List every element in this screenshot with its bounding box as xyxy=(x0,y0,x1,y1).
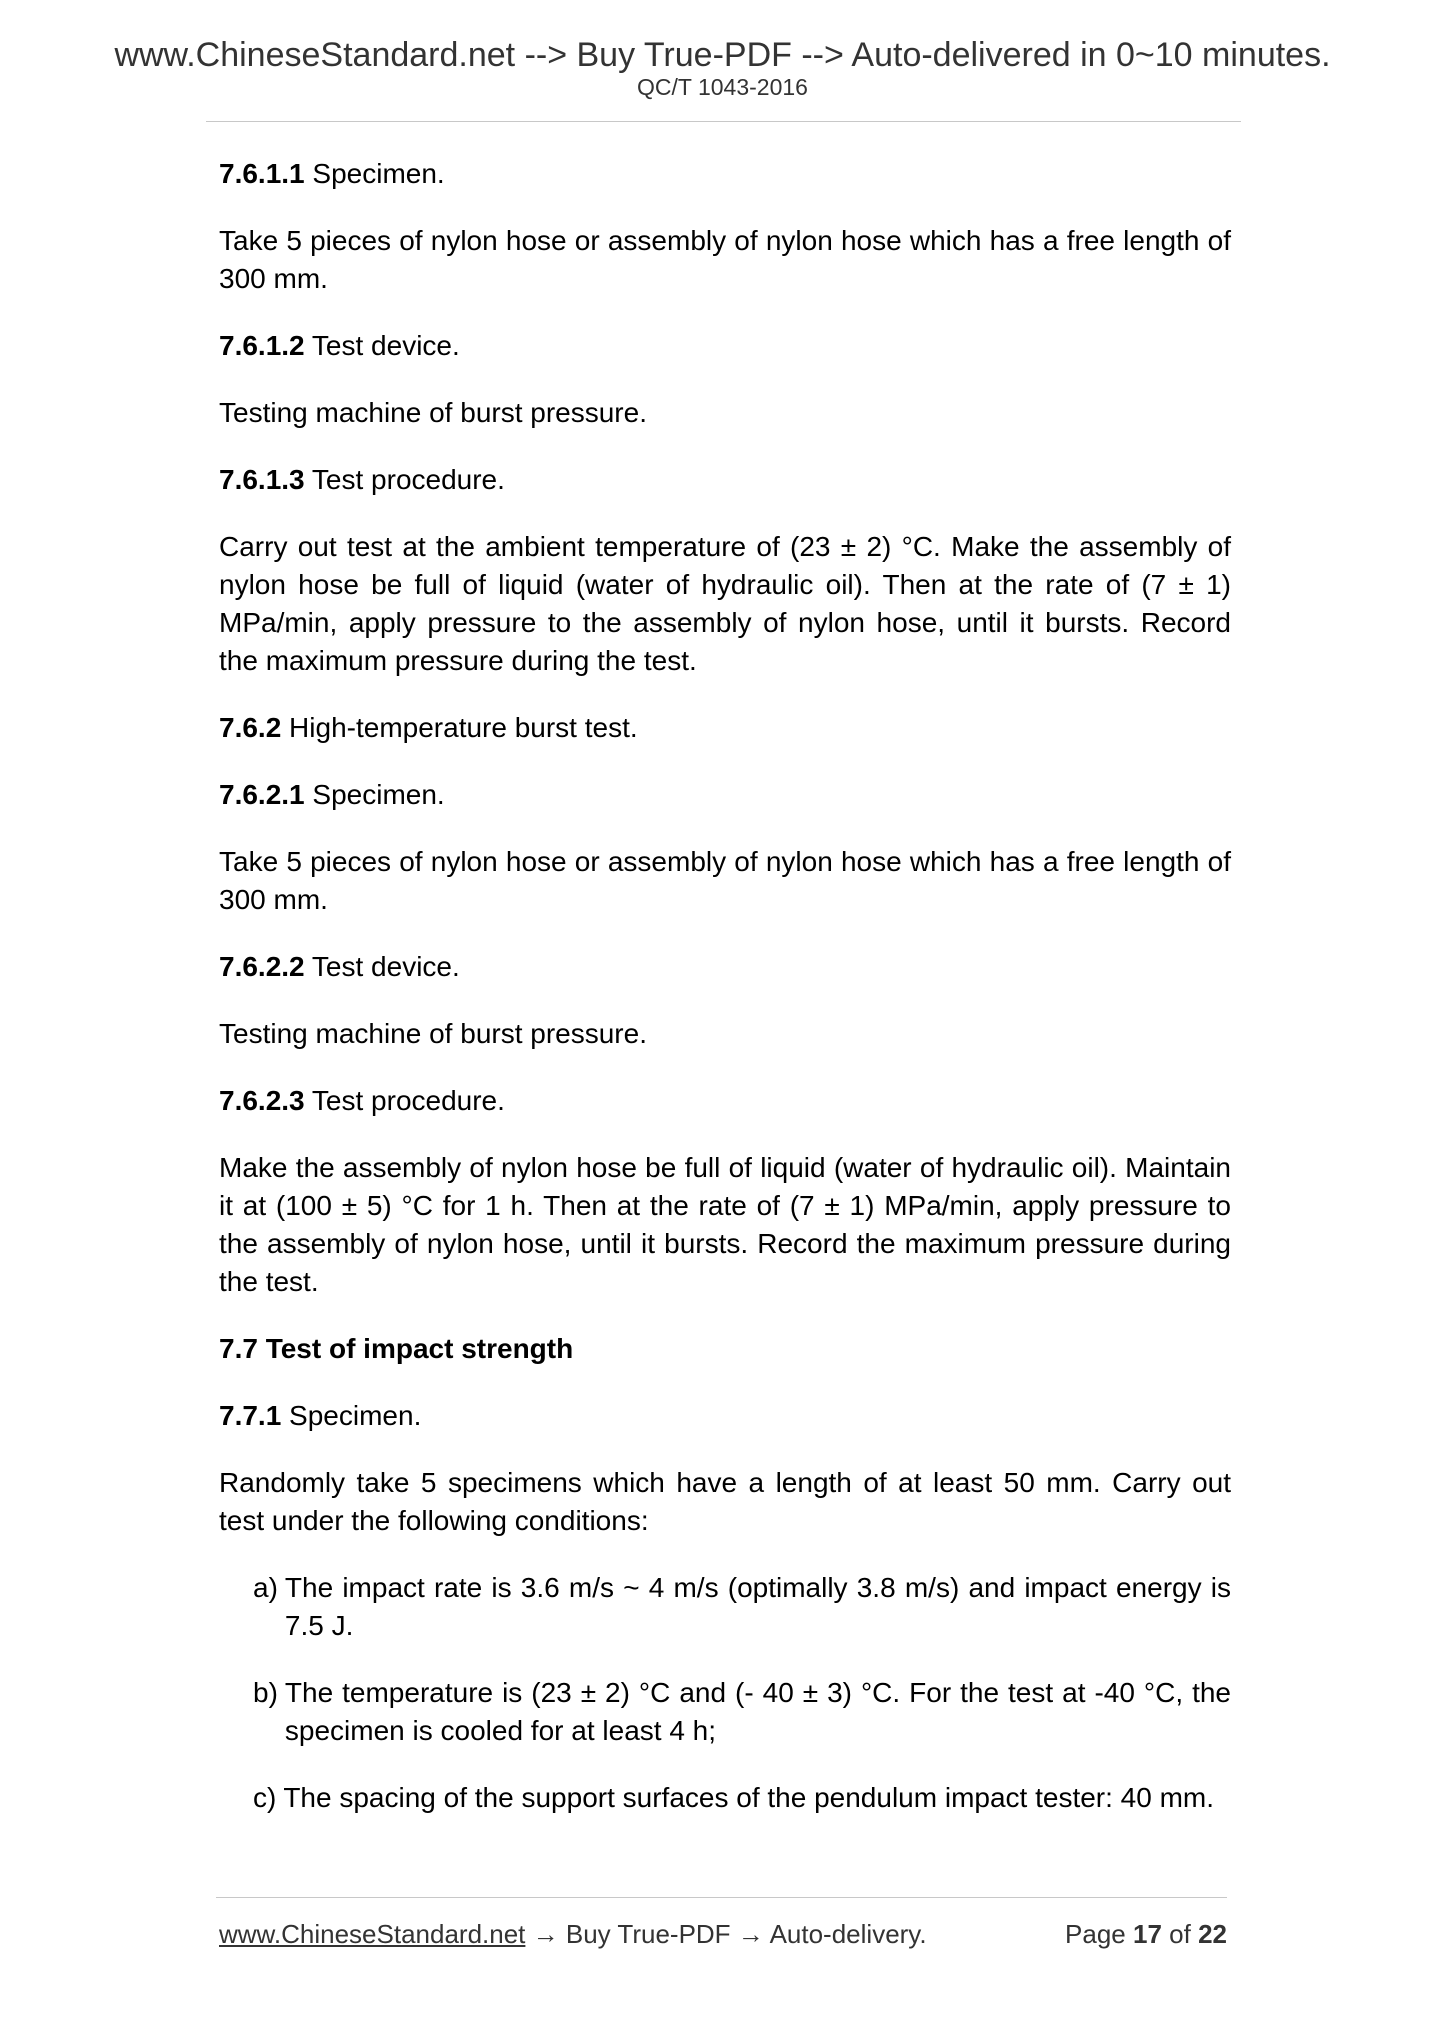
header-divider xyxy=(206,121,1241,122)
section-number: 7.6.1.2 xyxy=(219,330,305,361)
heading-7-6-2-1 xyxy=(219,776,1231,814)
section-title: 7.7 Test of impact strength xyxy=(219,1333,574,1364)
paragraph: Take 5 pieces of nylon hose or assembly of nylon hose which has a free length of 300 mm. xyxy=(219,846,1231,915)
heading-text: Test procedure. xyxy=(304,1085,505,1116)
footer-tail: → Buy True-PDF → Auto-delivery. xyxy=(525,1919,927,1949)
heading-7-7-1 xyxy=(219,1397,1231,1435)
heading-text: Test device. xyxy=(304,330,460,361)
heading-7-6-1-3 xyxy=(219,461,1231,499)
standard-code: QC/T 1043-2016 xyxy=(637,74,808,100)
list-text: The impact rate is 3.6 m/s ~ 4 m/s (optimally 3.8 m/s) and impact energy is 7.5 J. xyxy=(284,1572,1231,1641)
list-item xyxy=(253,1779,1231,1817)
footer-left xyxy=(219,1919,927,1950)
list-text: The temperature is (23 ± 2) °C and (- 40 ± 3) °C. For the test at -40 °C, the specimen is cooled for at least 4 h; xyxy=(284,1677,1231,1746)
list-item xyxy=(253,1674,1231,1750)
footer-divider xyxy=(216,1897,1227,1898)
list-label: c) xyxy=(253,1782,277,1813)
paragraph: Randomly take 5 specimens which have a length of at least 50 mm. Carry out test under the following conditions: xyxy=(219,1467,1231,1536)
document-body xyxy=(219,155,1231,1846)
paragraph: Testing machine of burst pressure. xyxy=(219,1018,647,1049)
heading-text: Specimen. xyxy=(304,158,445,189)
page-indicator xyxy=(1065,1919,1227,1950)
page-word: Page xyxy=(1065,1919,1126,1949)
paragraph: Testing machine of burst pressure. xyxy=(219,397,647,428)
heading-7-7 xyxy=(219,1330,1231,1368)
paragraph: Take 5 pieces of nylon hose or assembly of nylon hose which has a free length of 300 mm. xyxy=(219,225,1231,294)
heading-text: Specimen. xyxy=(304,779,445,810)
heading-7-6-1-2 xyxy=(219,327,1231,365)
section-number: 7.6.2 xyxy=(219,712,282,743)
page-current: 17 xyxy=(1133,1919,1162,1949)
list-text: The spacing of the support surfaces of the pendulum impact tester: 40 mm. xyxy=(283,1782,1215,1813)
paragraph: Make the assembly of nylon hose be full of liquid (water of hydraulic oil). Maintain it at (100 ± 5) °C for 1 h. Then at the rate of (7 ± 1) MPa/min, apply pressure to the assembly of nylon hose, until it bursts. Record the maximum pressure during the test. xyxy=(219,1152,1231,1297)
heading-text: High-temperature burst test. xyxy=(281,712,638,743)
heading-text: Test device. xyxy=(304,951,460,982)
section-number: 7.6.2.1 xyxy=(219,779,305,810)
of-word: of xyxy=(1169,1919,1191,1949)
heading-7-6-1-1 xyxy=(219,155,1231,193)
footer-link[interactable]: www.ChineseStandard.net xyxy=(219,1919,526,1949)
paragraph: Carry out test at the ambient temperature of (23 ± 2) °C. Make the assembly of nylon hose be full of liquid (water of hydraulic oil). Then at the rate of (7 ± 1) MPa/min, apply pressure to the assembly of nylon hose, until it bursts. Record the maximum pressure during the test. xyxy=(219,531,1231,676)
list-item xyxy=(253,1569,1231,1645)
heading-7-6-2-3 xyxy=(219,1082,1231,1120)
section-number: 7.6.1.3 xyxy=(219,464,305,495)
header-banner: www.ChineseStandard.net --> Buy True-PDF --> Auto-delivered in 0~10 minutes. xyxy=(114,36,1331,74)
heading-7-6-2 xyxy=(219,709,1231,747)
section-number: 7.6.2.2 xyxy=(219,951,305,982)
section-number: 7.6.2.3 xyxy=(219,1085,305,1116)
page-total: 22 xyxy=(1198,1919,1227,1949)
heading-text: Test procedure. xyxy=(304,464,505,495)
section-number: 7.6.1.1 xyxy=(219,158,305,189)
heading-text: Specimen. xyxy=(281,1400,422,1431)
section-number: 7.7.1 xyxy=(219,1400,282,1431)
heading-7-6-2-2 xyxy=(219,948,1231,986)
list-label: a) xyxy=(253,1572,278,1603)
list-label: b) xyxy=(253,1677,278,1708)
